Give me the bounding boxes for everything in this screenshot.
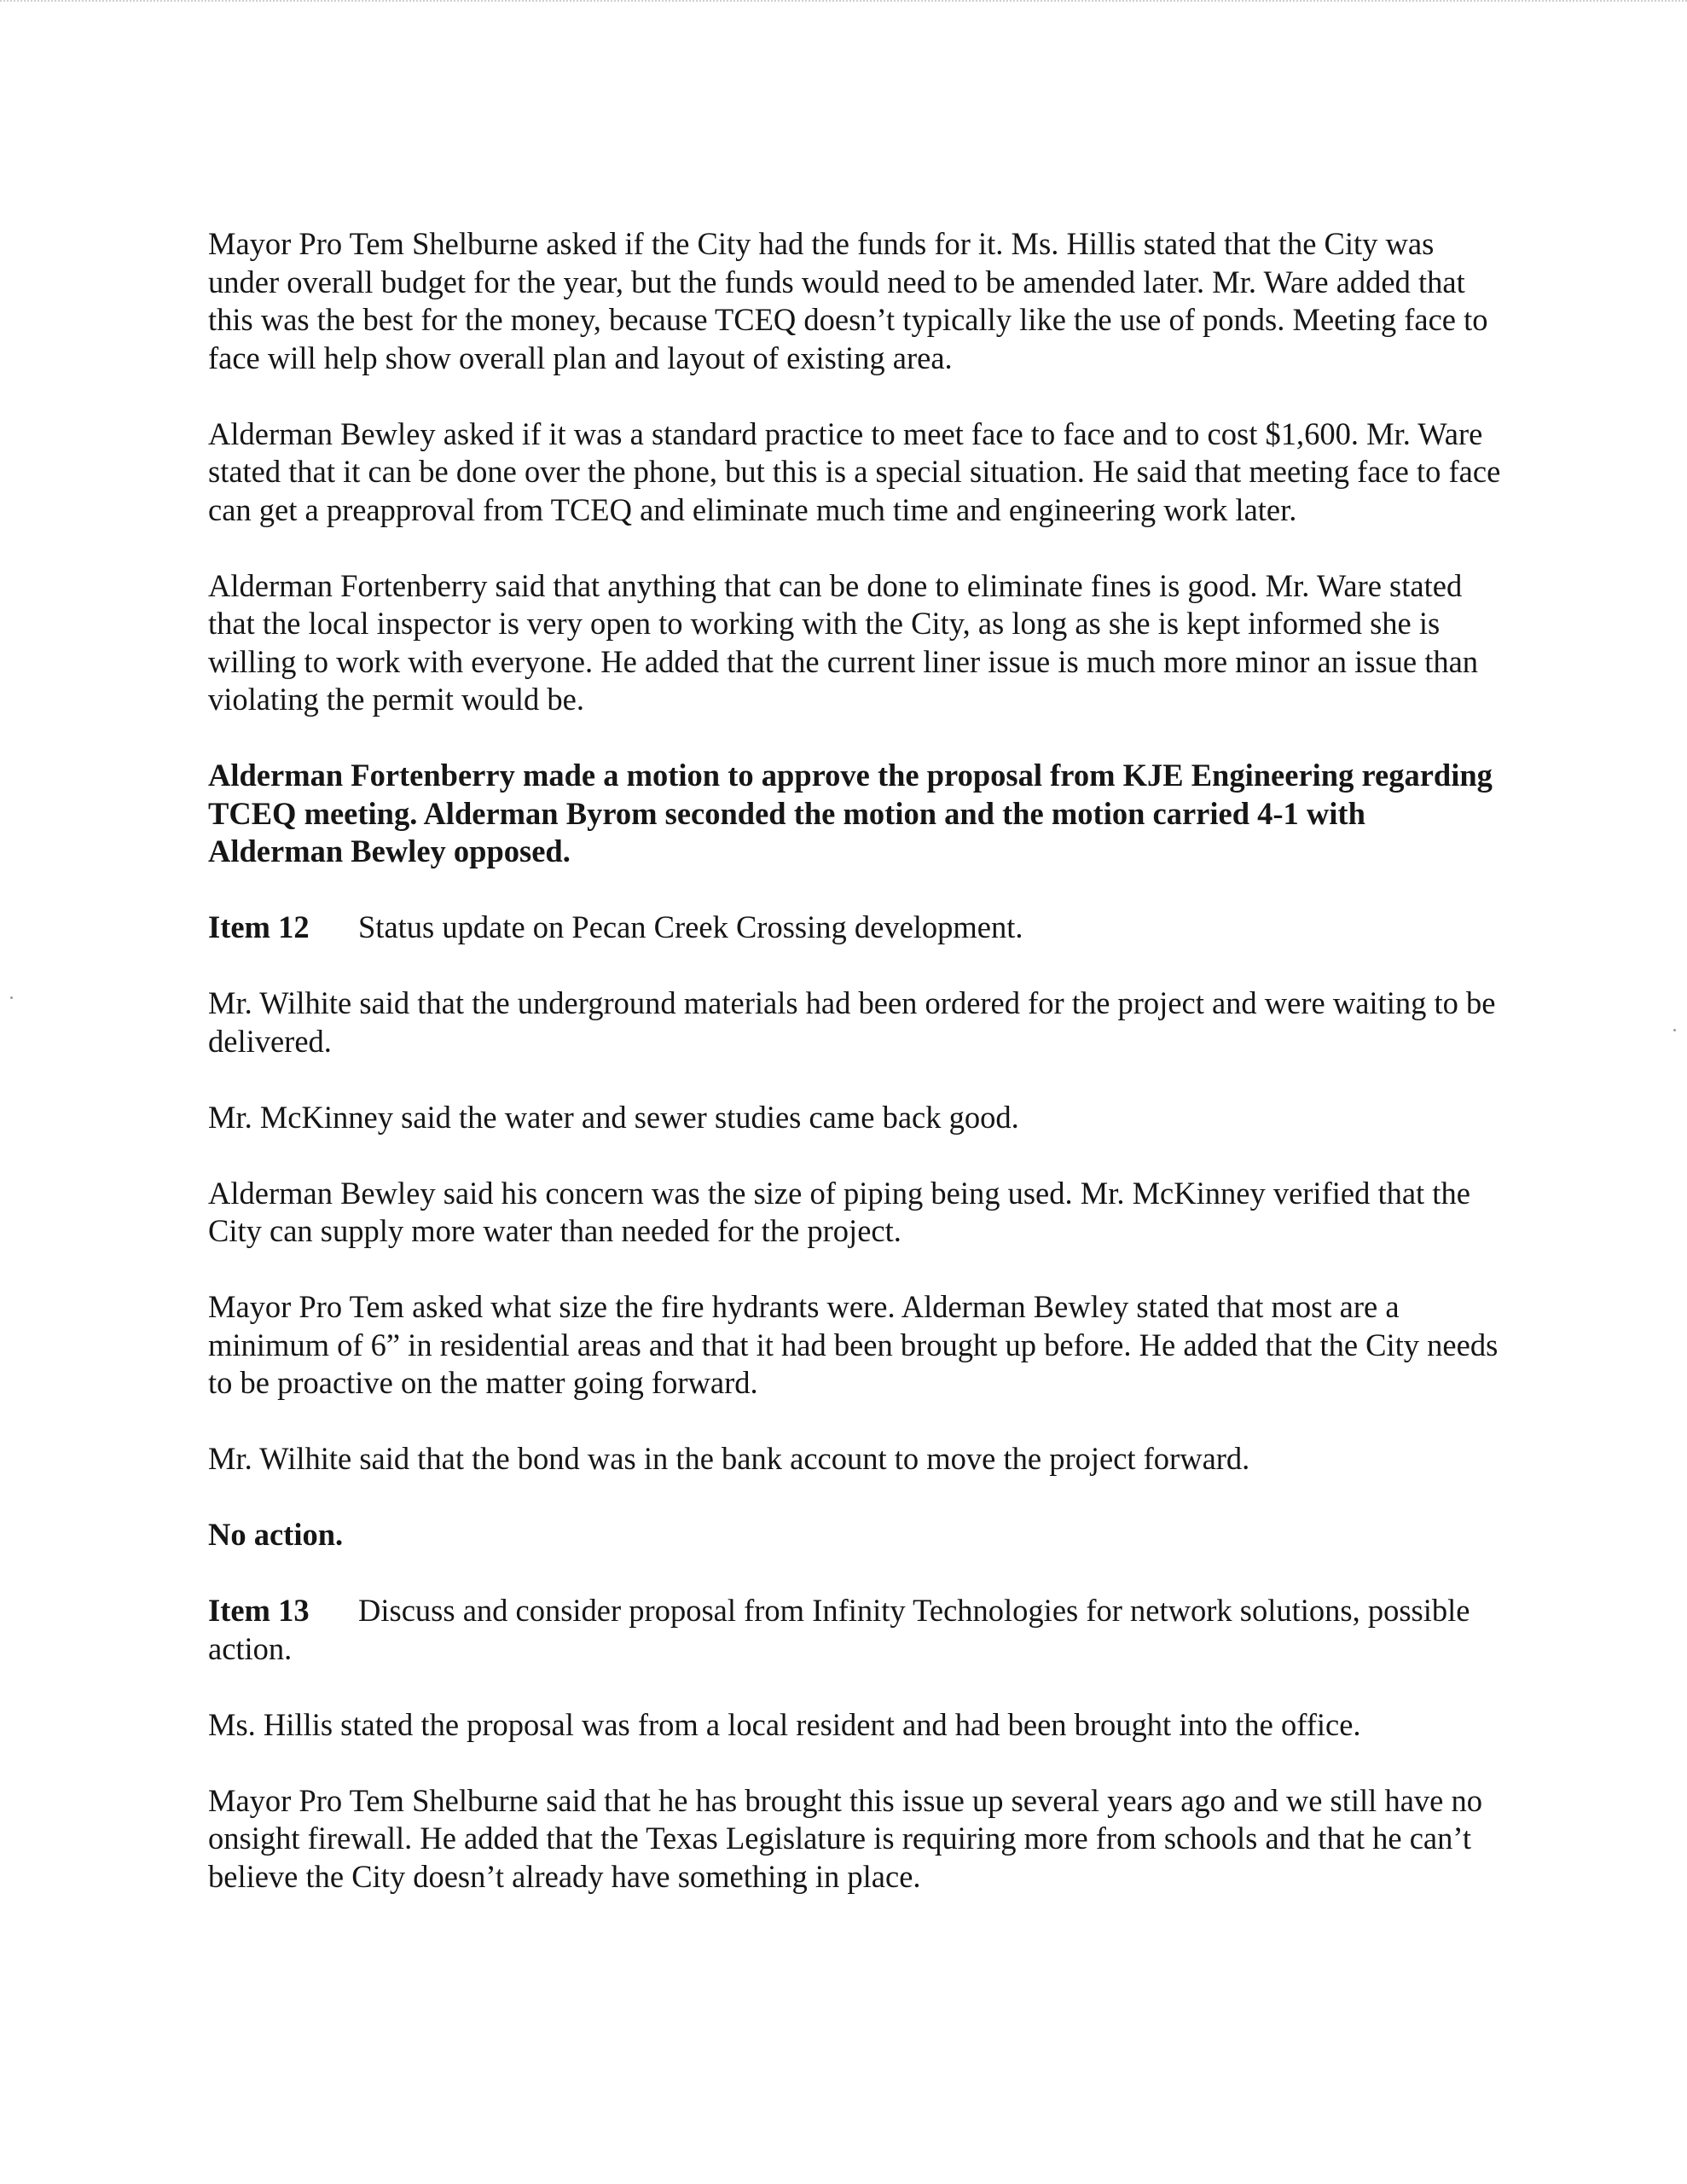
item-12-label: Item 12 [208,909,310,944]
scan-edge-line [0,0,1687,9]
item-13-label: Item 13 [208,1593,310,1628]
paragraph-firewall: Mayor Pro Tem Shelburne said that he has brought this issue up several years ago and we still have no onsight firewall. He added that the Texas Legislature is requiring more from schools and that he can’t believe the City doesn’t already have something in place. [208,1782,1482,1894]
paragraph-bewley-standard-practice: Alderman Bewley asked if it was a standard practice to meet face to face and to cost $1,600. Mr. Ware stated that it can be done over the phone, but this is a special situation. He said that meeting face to face can get a preapproval from TCEQ and eliminate much time and engineering work later. [208,415,1501,527]
paragraph-water-sewer-studies: Mr. McKinney said the water and sewer studies came back good. [208,1099,1019,1135]
scan-speck [1673,1029,1676,1031]
item-12-text: Status update on Pecan Creek Crossing development. [358,909,1023,944]
paragraph-bond: Mr. Wilhite said that the bond was in the bank account to move the project forward. [208,1441,1250,1476]
no-action-note: No action. [208,1517,344,1552]
scan-speck [10,996,13,999]
paragraph-fortenberry-fines: Alderman Fortenberry said that anything that can be done to eliminate fines is good. Mr. Ware stated that the local inspector is very open to working with the City, as long as she is kept informed she is willing to work with everyone. He added that the current liner issue is much more minor an issue than violating the permit would be. [208,567,1479,717]
paragraph-funds: Mayor Pro Tem Shelburne asked if the City had the funds for it. Ms. Hillis stated that the City was under overall budget for the year, but the funds would need to be amended later. Mr. Ware added that this was the best for the money, because TCEQ doesn’t typically like the use of ponds. Meeting face to face will help show overall plan and layout of existing area. [208,226,1488,375]
paragraph-underground-materials: Mr. Wilhite said that the underground materials had been ordered for the project and were waiting to be delivered. [208,985,1496,1059]
item-13-text: Discuss and consider proposal from Infinity Technologies for network solutions, possible action. [208,1593,1470,1666]
paragraph-piping-size: Alderman Bewley said his concern was the size of piping being used. Mr. McKinney verified that the City can supply more water than needed for the project. [208,1175,1470,1248]
agenda-item-12 [208,909,1504,947]
paragraph-fire-hydrants: Mayor Pro Tem asked what size the fire hydrants were. Alderman Bewley stated that most are a minimum of 6” in residential areas and that it had been brought up before. He added that the City needs to be proactive on the matter going forward. [208,1289,1499,1400]
agenda-item-13 [208,1592,1504,1668]
minutes-body [208,225,1504,1934]
motion-kje-engineering: Alderman Fortenberry made a motion to approve the proposal from KJE Engineering regarding TCEQ meeting. Alderman Byrom seconded the motion and the motion carried 4-1 with Alderman Bewley opposed. [208,758,1493,868]
paragraph-local-resident-proposal: Ms. Hillis stated the proposal was from a local resident and had been brought into the office. [208,1706,1361,1742]
